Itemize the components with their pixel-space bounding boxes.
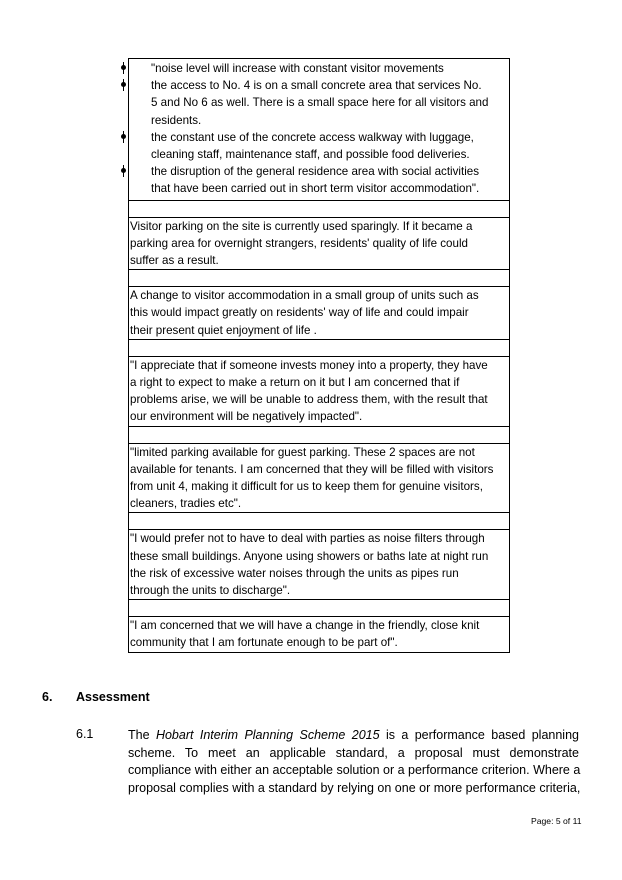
comment-line: their present quiet enjoyment of life . xyxy=(130,323,317,337)
comment-line: "limited parking available for guest parking. These 2 spaces are not xyxy=(130,445,475,459)
table-spacer-row xyxy=(129,513,509,530)
bullet-line: the access to No. 4 is on a small concrete area that services No. xyxy=(151,79,482,93)
comment-line: Visitor parking on the site is currently used sparingly. If it became a xyxy=(130,219,473,233)
paragraph-text-run: is a performance based planning xyxy=(379,728,579,742)
table-row xyxy=(129,218,509,271)
comment-line: the risk of excessive water noises through the units as pipes run xyxy=(130,566,459,580)
bullet-icon xyxy=(121,65,126,70)
table-spacer-row xyxy=(129,600,509,617)
comment-line: community that I am fortunate enough to be part of". xyxy=(130,636,398,650)
paragraph-line: scheme. To meet an applicable standard, a proposal must demonstrate xyxy=(128,745,579,760)
comment-line: parking area for overnight strangers, residents' quality of life could xyxy=(130,236,468,250)
comments-table xyxy=(128,58,510,653)
table-spacer-row xyxy=(129,340,509,357)
comment-line: "I am concerned that we will have a change in the friendly, close knit xyxy=(130,619,480,633)
table-row xyxy=(129,530,509,600)
comment-line: "I appreciate that if someone invests money into a property, they have xyxy=(130,358,488,372)
paragraph-line: proposal complies with a standard by relying on one or more performance criteria, xyxy=(128,780,581,795)
bullet-icon xyxy=(121,134,126,139)
bullet-line: the constant use of the concrete access walkway with luggage, xyxy=(151,130,474,144)
scheme-name: Hobart Interim Planning Scheme 2015 xyxy=(155,728,380,742)
bullet-icon xyxy=(121,168,126,173)
comment-line: "I would prefer not to have to deal with parties as noise filters through xyxy=(130,532,485,546)
comment-line: available for tenants. I am concerned that they will be filled with visitors xyxy=(130,462,494,476)
bullet-line: "noise level will increase with constant visitor movements xyxy=(151,62,444,75)
table-row xyxy=(129,59,509,201)
bullet-item xyxy=(151,163,509,197)
paragraph-number: 6.1 xyxy=(76,727,94,741)
table-spacer-row xyxy=(129,201,509,218)
comment-line: cleaners, tradies etc". xyxy=(130,497,242,511)
bullet-item xyxy=(151,60,509,77)
comment-line: our environment will be negatively impacted". xyxy=(130,410,363,424)
bullet-line: the disruption of the general residence area with social activities xyxy=(151,165,480,179)
section-number: 6. xyxy=(42,690,53,704)
bullet-item xyxy=(151,77,509,129)
bullet-icon xyxy=(121,82,126,87)
bullet-item xyxy=(151,129,509,163)
comment-line: from unit 4, making it difficult for us to keep them for genuine visitors, xyxy=(130,480,483,494)
bullet-line: residents. xyxy=(151,113,202,127)
comment-line: problems arise, we will be unable to address them, with the result that xyxy=(130,393,488,407)
comment-line: this would impact greatly on residents' way of life and could impair xyxy=(130,306,469,320)
comment-line: suffer as a result. xyxy=(130,254,219,268)
table-row xyxy=(129,287,509,340)
table-row xyxy=(129,357,509,427)
bullet-line: 5 and No 6 as well. There is a small space here for all visitors and xyxy=(151,96,489,110)
comment-line: a right to expect to make a return on it but I am concerned that if xyxy=(130,376,460,390)
page-number: Page: 5 of 11 xyxy=(531,816,582,826)
paragraph-line: compliance with either an acceptable solution or a performance criterion. Where a xyxy=(128,763,581,778)
paragraph-text-run: The xyxy=(128,728,156,742)
table-row xyxy=(129,444,509,514)
comment-line: through the units to discharge". xyxy=(130,584,291,598)
bullet-line: that have been carried out in short term visitor accommodation". xyxy=(151,182,480,196)
paragraph-line xyxy=(128,727,579,745)
section-title: Assessment xyxy=(76,690,150,704)
comment-line: A change to visitor accommodation in a small group of units such as xyxy=(130,289,479,303)
bullet-line: cleaning staff, maintenance staff, and possible food deliveries. xyxy=(151,148,470,162)
table-row xyxy=(129,617,509,652)
comment-line: these small buildings. Anyone using showers or baths late at night run xyxy=(130,549,489,563)
paragraph-text xyxy=(128,727,579,797)
table-spacer-row xyxy=(129,270,509,287)
table-spacer-row xyxy=(129,427,509,444)
